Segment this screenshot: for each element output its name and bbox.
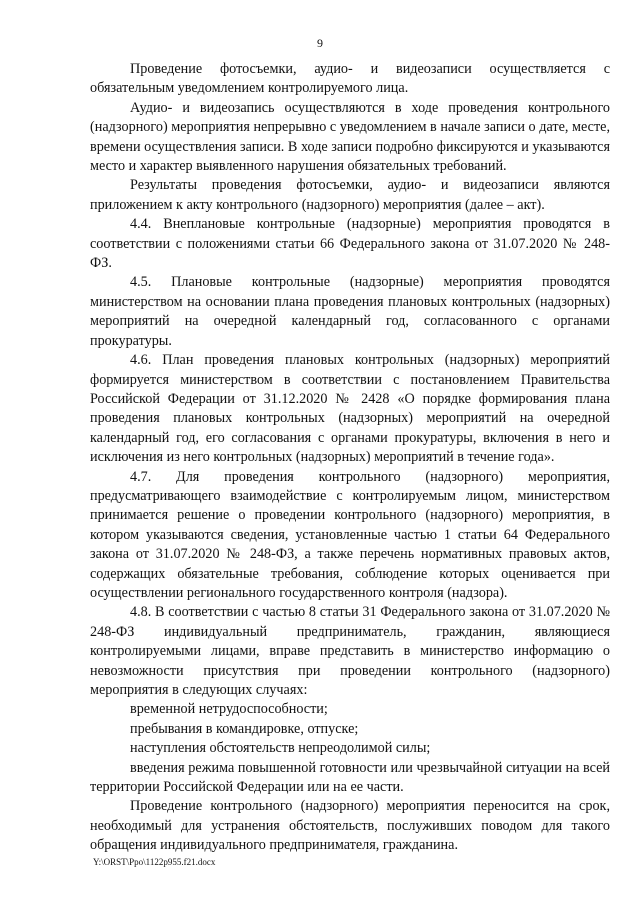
paragraph-4-7: 4.7. Для проведения контрольного (надзорного) мероприятия, предусматривающего взаимодействие с контролируемым лицом, министерством принимается решение о проведении контрольного (надзорного) мероприятия, в котором указываются сведения, установленные частью 1 статьи 64 Федерального закона от 31.07.2020 № 248-ФЗ, а также перечень нормативных правовых актов, содержащих обязательные требования, соблюдение которых оценивается при осуществлении регионального государственного контроля (надзора).: [90, 468, 610, 601]
list-item: наступления обстоятельств непреодолимой силы;: [130, 740, 431, 757]
paragraph-4-8: 4.8. В соответствии с частью 8 статьи 31 Федерального закона от 31.07.2020 № 248-ФЗ индивидуальный предприниматель, гражданин, являющиеся контролируемыми лицами, вправе представить в министерство информацию о невозможности присутствия при проведении контрольного (надзорного) мероприятия в следующих случаях:: [90, 604, 610, 698]
paragraph: Результаты проведения фотосъемки, аудио- и видеозаписи являются приложением к акту контрольного (надзорного) мероприятия (далее – акт).: [90, 177, 610, 213]
paragraph-4-5: 4.5. Плановые контрольные (надзорные) мероприятия проводятся министерством на основании плана проведения плановых контрольных (надзорных) мероприятий на очередной календарный год, согласованного с органами прокуратуры.: [90, 274, 610, 349]
list-item: пребывания в командировке, отпуске;: [130, 720, 359, 737]
paragraph-4-4: 4.4. Внеплановые контрольные (надзорные) мероприятия проводятся в соответствии с положениями статьи 66 Федерального закона от 31.07.2020 № 248-ФЗ.: [90, 216, 610, 272]
paragraph: Аудио- и видеозапись осуществляются в ходе проведения контрольного (надзорного) мероприятия непрерывно с уведомлением в начале записи о дате, месте, времени осуществления записи. В ходе записи подробно фиксируются и указываются место и характер выявленного нарушения обязательных требований.: [90, 99, 610, 175]
document-body: [90, 60, 610, 856]
paragraph-4-6: 4.6. План проведения плановых контрольных (надзорных) мероприятий формируется министерством в соответствии с постановлением Правительства Российской Федерации от 31.12.2020 № 2428 «О порядке формирования плана проведения плановых контрольных (надзорных) мероприятий на очередной календарный год, его согласования с органами прокуратуры, включения в него и исключения из него контрольных (надзорных) мероприятий в течение года».: [90, 352, 610, 466]
page-number: 9: [317, 36, 323, 50]
paragraph: Проведение фотосъемки, аудио- и видеозаписи осуществляется с обязательным уведомлением контролируемого лица.: [90, 61, 610, 97]
paragraph: Проведение контрольного (надзорного) мероприятия переносится на срок, необходимый для устранения обстоятельств, послуживших поводом для такого обращения индивидуального предпринимателя, гражданина.: [90, 798, 610, 854]
list-item: введения режима повышенной готовности или чрезвычайной ситуации на всей территории Российской Федерации или на ее части.: [90, 759, 610, 796]
footer-file-path: Y:\ORST\Ppo\1122p955.f21.docx: [93, 857, 216, 867]
list-item: временной нетрудоспособности;: [130, 701, 328, 718]
